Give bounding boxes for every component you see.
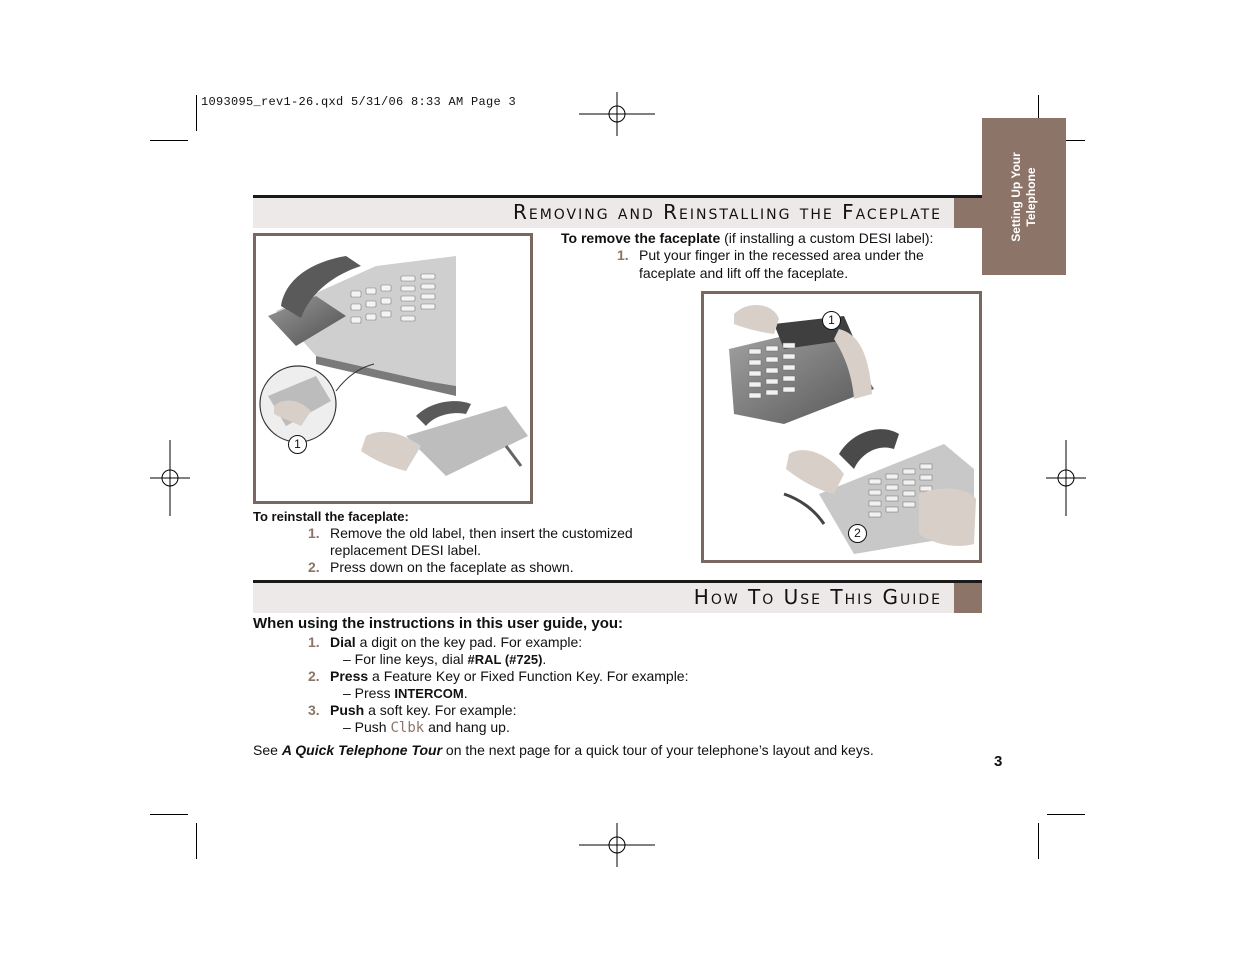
section-side-tab bbox=[982, 118, 1066, 275]
crop-mark bbox=[196, 823, 197, 859]
step-text: a Feature Key or Fixed Function Key. For example: bbox=[368, 668, 689, 684]
guide-step-3 bbox=[308, 702, 516, 719]
registration-mark-icon bbox=[1046, 440, 1086, 516]
faceplate-reinstall-figure bbox=[701, 291, 982, 563]
step-text: Put your finger in the recessed area under the bbox=[639, 247, 924, 263]
step-number: 1. bbox=[308, 634, 320, 650]
step-text: a digit on the key pad. For example: bbox=[355, 634, 583, 650]
step-number: 1. bbox=[308, 525, 320, 541]
section-title: How To Use This Guide bbox=[693, 585, 942, 609]
section-header-faceplate bbox=[253, 195, 982, 228]
guide-step-2 bbox=[308, 668, 688, 685]
example-prefix: – For line keys, dial bbox=[343, 651, 468, 667]
callout-1: 1 bbox=[822, 311, 841, 330]
reinstall-step-1-cont: replacement DESI label. bbox=[330, 542, 481, 558]
example-prefix: – Press bbox=[343, 685, 395, 701]
registration-mark-icon bbox=[150, 440, 190, 516]
callout-2: 2 bbox=[848, 524, 867, 543]
step-number: 2. bbox=[308, 668, 320, 684]
step-text: Remove the old label, then insert the customized bbox=[330, 525, 633, 541]
crop-mark bbox=[196, 95, 197, 131]
guide-step-2-example bbox=[343, 685, 468, 702]
registration-mark-icon bbox=[579, 823, 655, 867]
step-verb: Press bbox=[330, 668, 369, 684]
section-title: Removing and Reinstalling the Faceplate bbox=[512, 200, 942, 224]
example-suffix: . bbox=[463, 685, 468, 701]
remove-heading: To remove the faceplate bbox=[561, 230, 721, 246]
example-suffix: and hang up. bbox=[424, 719, 510, 735]
example-suffix: . bbox=[542, 651, 547, 667]
example-key: #RAL (#725) bbox=[467, 652, 543, 667]
crop-mark bbox=[150, 140, 188, 141]
example-key: INTERCOM bbox=[394, 686, 464, 701]
slug-line: 1093095_rev1-26.qxd 5/31/06 8:33 AM Page 3 bbox=[201, 95, 517, 109]
see-reference: A Quick Telephone Tour bbox=[281, 742, 443, 758]
section-header-cap bbox=[954, 583, 982, 613]
guide-step-1-example bbox=[343, 651, 546, 668]
remove-heading-line bbox=[561, 230, 933, 247]
callout-1: 1 bbox=[288, 435, 307, 454]
example-prefix: – Push bbox=[343, 719, 391, 735]
step-text: Press down on the faceplate as shown. bbox=[330, 559, 574, 575]
step-verb: Dial bbox=[330, 634, 356, 650]
crop-mark bbox=[150, 814, 188, 815]
reinstall-heading: To reinstall the faceplate: bbox=[253, 509, 409, 524]
telephone-illustration bbox=[256, 236, 530, 501]
step-verb: Push bbox=[330, 702, 365, 718]
crop-mark bbox=[1047, 814, 1085, 815]
step-number: 2. bbox=[308, 559, 320, 575]
guide-step-1 bbox=[308, 634, 582, 651]
step-text: a soft key. For example: bbox=[364, 702, 517, 718]
soft-key-label: Clbk bbox=[390, 720, 425, 736]
guide-step-3-example bbox=[343, 719, 510, 737]
remove-step-1-cont: faceplate and lift off the faceplate. bbox=[639, 265, 849, 281]
page-number: 3 bbox=[994, 753, 1003, 770]
see-also-line bbox=[253, 742, 874, 759]
faceplate-removal-figure bbox=[253, 233, 533, 504]
section-header-guide bbox=[253, 580, 982, 613]
remove-step-1 bbox=[617, 247, 924, 264]
see-prefix: See bbox=[253, 742, 282, 758]
reinstall-step-2 bbox=[308, 559, 574, 576]
side-tab-line2: Telephone bbox=[1024, 166, 1038, 227]
section-header-cap bbox=[954, 198, 982, 228]
see-suffix: on the next page for a quick tour of your telephone’s layout and keys. bbox=[442, 742, 874, 758]
crop-mark bbox=[1038, 823, 1039, 859]
remove-heading-note: (if installing a custom DESI label): bbox=[720, 230, 934, 246]
reinstall-step-1 bbox=[308, 525, 633, 542]
step-number: 1. bbox=[617, 247, 629, 263]
guide-intro: When using the instructions in this user guide, you: bbox=[253, 615, 624, 632]
telephone-illustration bbox=[704, 294, 979, 560]
step-number: 3. bbox=[308, 702, 320, 718]
side-tab-line1: Setting Up Your bbox=[1009, 151, 1023, 242]
registration-mark-icon bbox=[579, 92, 655, 136]
